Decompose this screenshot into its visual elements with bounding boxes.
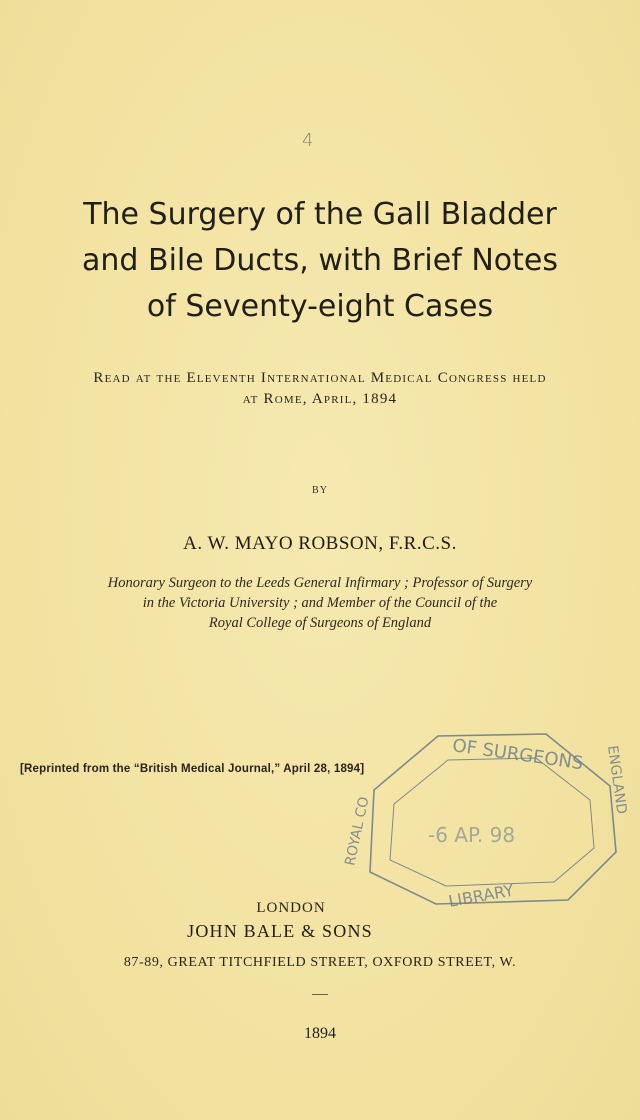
imprint-year: 1894 (304, 1025, 336, 1042)
read-line: at Rome, April, 1894 (242, 391, 398, 407)
author-credentials (0, 573, 640, 633)
stamp-text-bottom: LIBRARY (447, 880, 516, 911)
by-label: BY (312, 485, 328, 496)
author-name: A. W. MAYO ROBSON, F.R.C.S. (183, 533, 457, 554)
stamp-text-top: OF SURGEONS (451, 735, 585, 775)
pencil-mark: 4 (302, 130, 314, 151)
stamp-date: -6 AP. 98 (428, 823, 516, 847)
credential-line: Honorary Surgeon to the Leeds General Infirmary ; Professor of Surgery (107, 575, 533, 591)
imprint-publisher: JOHN BALE & SONS (187, 921, 373, 941)
title-line: of Seventy-eight Cases (146, 289, 494, 324)
read-line: Read at the Eleventh International Medical Congress held (93, 370, 547, 386)
divider-rule (312, 994, 328, 995)
credential-line: in the Victoria University ; and Member of the Council of the (142, 595, 498, 611)
reprint-note: [Reprinted from the “British Medical Journal,” April 28, 1894] (20, 763, 365, 775)
library-stamp (342, 722, 630, 920)
title-line: The Surgery of the Gall Bladder (83, 197, 557, 232)
book-title (0, 192, 640, 330)
imprint-address: 87-89, GREAT TITCHFIELD STREET, OXFORD STREET, W. (123, 955, 517, 970)
credential-line: Royal College of Surgeons of England (208, 615, 432, 631)
stamp-text-right: ENGLAND (603, 744, 630, 816)
imprint-city: LONDON (256, 900, 326, 916)
stamp-text-left: ROYAL CO (342, 795, 373, 868)
read-at-congress (0, 368, 640, 410)
stamp-inner-border (390, 758, 594, 886)
title-line: and Bile Ducts, with Brief Notes (82, 243, 558, 278)
